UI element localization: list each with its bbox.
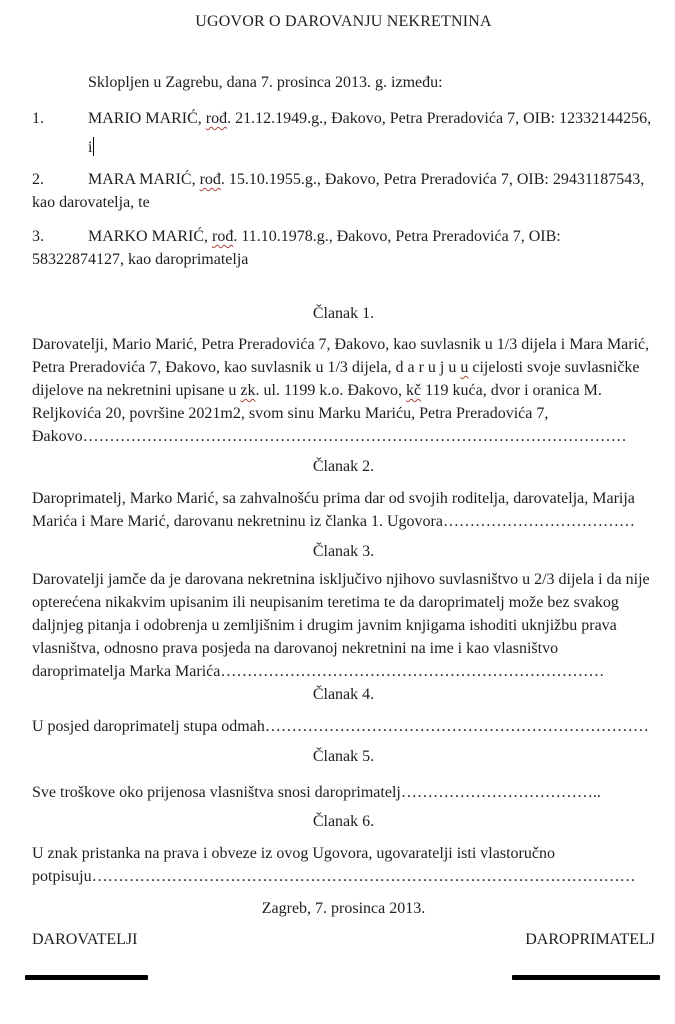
party-3-number: 3. (32, 228, 44, 245)
dotted-filler: ……………………………………………………………… (264, 718, 649, 735)
text-segment: Darovatelji jamče da je darovana nekretnina isključivo njihovo suvlasništvo u 2/3 dijela i da nije opterećena nikakvim upisanim ili neupisanim teretima te da daroprimatelj može bez svakog daljnjeg pitanja i odobrenja u zemljišnim i drugim javnim knjigama ishoditi uknjižbu prava vlasništva, odnosno prava posjeda na darovanoj nekretnini na ime i kao vlasništvo daroprimatelja Marka Marića (32, 571, 650, 680)
text-segment: 119 kuća, dvor i oranica M. Reljkovića 20, površine 2021m2, svom sinu Marku Mariću, Petra Preradovića 7, Đakovo (32, 382, 602, 445)
document-title: UGOVOR O DAROVANJU NEKRETNINA (195, 13, 492, 30)
article-1-body (32, 333, 655, 448)
misspelled-word: rođ (199, 171, 221, 188)
misspelled-word: rođ (212, 228, 234, 245)
conjunction-line (88, 136, 655, 159)
text-segment: U posjed daroprimatelj stupa odmah (32, 718, 265, 735)
misspelled-word: u (460, 359, 469, 376)
conjunction-text: i (88, 139, 93, 156)
text-segment: . 21.12.1949.g., Đakovo, Petra Preradovića 7, OIB: 12332144256, (227, 110, 652, 127)
text-segment: Daroprimatelj, Marko Marić, sa zahvalnošću prima dar od svojih roditelja, darovatelja, Marija Marića i Mare Marić, darovanu nekretninu iz članka 1. Ugovora (32, 490, 635, 530)
signature-lines (32, 975, 655, 981)
text-segment: MARA MARIĆ, (88, 171, 200, 188)
text-segment: MARIO MARIĆ, (88, 110, 206, 127)
dotted-filler: ……………………………… (442, 513, 635, 530)
dotted-filler: ……………………………………………………………… (220, 663, 605, 680)
article-6-heading: Članak 6. (312, 813, 375, 830)
signature-labels (32, 928, 655, 951)
text-segment: Darovatelji, Mario Marić, Petra Preradovića 7, Đakovo, kao suvlasnik u 1/3 dijela i Mara Marić, Petra Preradovića 7, Đakovo, kao suvlasnik u 1/3 dijela, d a r u j u (32, 336, 650, 376)
article-3-heading: Članak 3. (312, 543, 375, 560)
text-segment: . 15.10.1955.g., Đakovo, Petra Preradovića 7, OIB: 29431187543, kao darovatelja, te (32, 171, 645, 211)
article-6-body (32, 842, 655, 888)
text-segment: . 11.10.1978.g., Đakovo, Petra Preradovića 7, OIB: 58322874127, kao daroprimatelja (32, 228, 561, 268)
text-segment: U znak pristanka na prava i obveze iz ovog Ugovora, ugovaratelji isti vlastoručno potpisuju (32, 845, 555, 885)
article-2-body (32, 487, 655, 533)
article-5-body (32, 781, 655, 804)
misspelled-word: zk (240, 382, 256, 399)
text-segment: cijelosti svoje suvlasničke dijelove na nekretnini upisane u (32, 359, 640, 399)
dotted-filler: ………………………………………………………………………………………… (82, 428, 627, 445)
article-1-heading: Članak 1. (312, 305, 375, 322)
signature-line-darovatelji (25, 975, 148, 980)
article-4-body (32, 715, 655, 738)
article-2-heading: Članak 2. (312, 458, 375, 475)
article-4-heading: Članak 4. (312, 686, 375, 703)
text-segment: MARKO MARIĆ, (88, 228, 213, 245)
misspelled-word: rođ (205, 110, 228, 127)
text-segment: . ul. 1199 k.o. Đakovo, (255, 382, 407, 399)
dotted-filler: ………………………………………………………………………………………… (91, 868, 636, 885)
party-item-2 (32, 168, 655, 214)
dotted-filler: ……………………………….. (400, 784, 601, 801)
party-2-number: 2. (32, 171, 44, 188)
article-5-heading: Članak 5. (312, 748, 375, 765)
party-3-text (32, 228, 561, 268)
intro-line: Sklopljen u Zagrebu, dana 7. prosinca 2013. g. između: (88, 74, 443, 91)
signature-line-daroprimatelj (512, 975, 660, 980)
dateline: Zagreb, 7. prosinca 2013. (261, 900, 426, 917)
text-segment: Sve troškove oko prijenosa vlasništva snosi daroprimatelj (32, 784, 401, 801)
party-1-text (88, 110, 651, 127)
article-3-body (32, 568, 655, 683)
party-1-number: 1. (32, 110, 44, 127)
daroprimatelj-label: DAROPRIMATELJ (525, 931, 655, 948)
text-cursor (93, 137, 94, 156)
party-2-text (32, 171, 644, 211)
darovatelji-label: DAROVATELJI (32, 931, 138, 948)
misspelled-word: kč (406, 382, 422, 399)
party-item-1 (32, 107, 655, 130)
party-item-3 (32, 225, 655, 271)
